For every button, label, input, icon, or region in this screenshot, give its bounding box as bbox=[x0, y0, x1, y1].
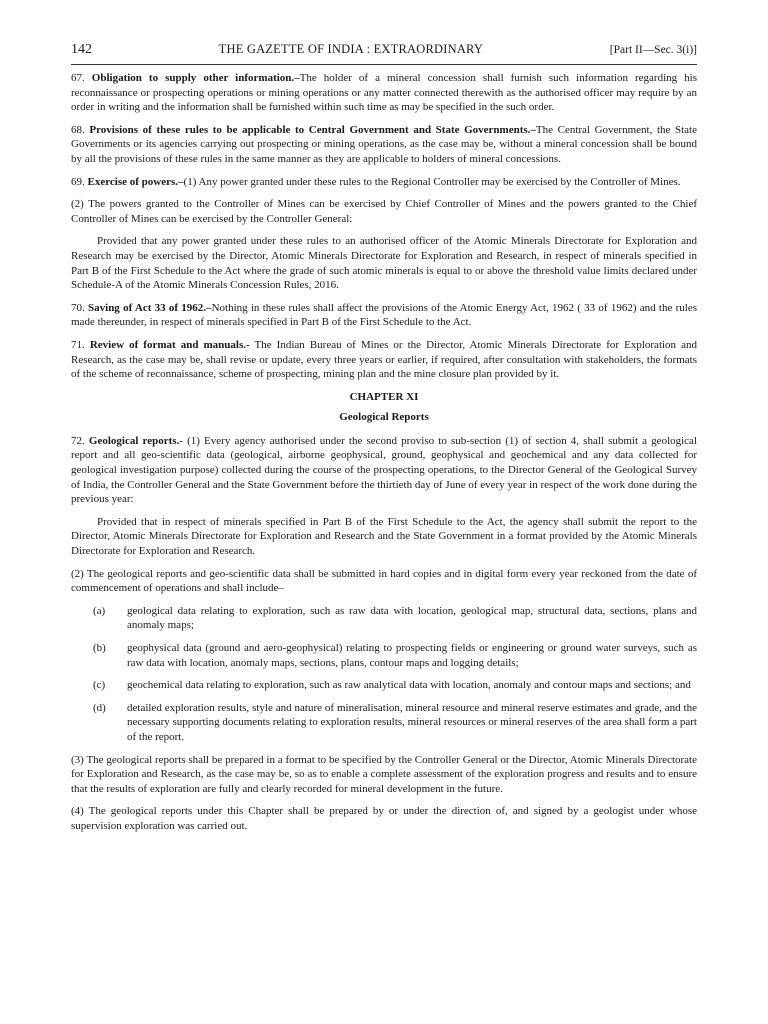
rule-69-proviso: Provided that any power granted under these rules to an authorised officer of the Atomic Minerals Directorate for Exploration and Research may be exercised by the Director, Atomic Minerals Directorate for Exploration and Research, in respect of minerals specified in Part B of the First Schedule to the Act where the grade of such atomic minerals is equal to or above the threshold value limits declared under Schedule-A of the Atomic Minerals Concession Rules, 2016. bbox=[71, 235, 697, 292]
rule-text: The Indian Bureau of Mines or the Director, Atomic Minerals Directorate for Exploration and Research, as the case may be, shall revise or update, every three years or earlier, if required, after consultation with stakeholders, the formats of the scheme of reconnaissance, scheme of prospecting, mining plan and the mine closure plan provided by it. bbox=[71, 338, 697, 381]
rule-70 bbox=[71, 301, 697, 330]
rule-heading: Obligation to supply other information.– bbox=[91, 72, 300, 84]
gazette-title: THE GAZETTE OF INDIA : EXTRAORDINARY bbox=[218, 42, 484, 56]
item-marker: (a) bbox=[93, 604, 106, 617]
item-text: geochemical data relating to exploration, such as raw analytical data with location, anomaly and contour maps and sections; and bbox=[127, 679, 691, 692]
rule-71 bbox=[71, 338, 697, 382]
chapter-title: CHAPTER XI bbox=[349, 390, 419, 403]
list-item bbox=[71, 604, 697, 633]
rule-text: The holder of a mineral concession shall furnish such information regarding his reconnaissance or prospecting operations or mining operations or any matter connected therewith as the authorised officer may require by an order in writing and the information shall be furnished within such time as may be specified in the such order. bbox=[71, 72, 697, 114]
item-text: detailed exploration results, style and nature of mineralisation, mineral resource and mineral reserve estimates and grade, and the necessary supporting documents relating to exploration results, mineral resources or mineral reserves of the area shall form a part of the report. bbox=[127, 701, 697, 743]
rule-text: (1) Every agency authorised under the second proviso to sub-section (1) of section 4, shall submit a geological report and all geo-scientific data (geological, airborne geophysical, ground, geophysical and geochemical and any data collected for geological investigation purpose) collected during the course of the prospecting operations, to the Director General of the Geological Survey of India, the Controller General and the State Government before the thirtieth day of June of every year in respect of the work done during the previous year: bbox=[71, 434, 697, 506]
rule-number: 68. bbox=[71, 123, 85, 136]
rule-number: 67. bbox=[71, 72, 85, 84]
part-section: [Part II—Sec. 3(i)] bbox=[609, 44, 697, 56]
rule-72-subrule-3: (3) The geological reports shall be prepared in a format to be specified by the Controller General or the Director, Atomic Minerals Directorate for Exploration and Research, as the case may be, so as to enable a complete assessment of the exploration progress and results and to ensure that the results of exploration are fully and clearly recorded for mineral development in the future. bbox=[71, 753, 697, 795]
rule-heading: Geological reports.- bbox=[88, 434, 183, 447]
item-marker: (c) bbox=[93, 679, 106, 692]
rule-number: 70. bbox=[71, 301, 85, 314]
rule-number: 72. bbox=[71, 434, 85, 447]
rule-text: Nothing in these rules shall affect the provisions of the Atomic Energy Act, 1962 ( 33 of 1962) and the rules made thereunder, in respect of minerals specified in Part B of the First Schedule to the Act. bbox=[71, 301, 697, 329]
rule-69-subrule-2: (2) The powers granted to the Controller of Mines can be exercised by Chief Controller of Mines and the powers granted to the Chief Controller of Mines can be exercised by the Controller General: bbox=[71, 198, 697, 225]
rule-heading: Review of format and manuals.- bbox=[89, 338, 250, 351]
list-item bbox=[71, 641, 697, 670]
item-marker: (b) bbox=[93, 642, 106, 654]
rule-72-subrule-4: (4) The geological reports under this Chapter shall be prepared by or under the direction of, and signed by a geologist under whose supervision exploration was carried out. bbox=[71, 805, 697, 832]
rule-72-subrule-2: (2) The geological reports and geo-scientific data shall be submitted in hard copies and in digital form every year reckoned from the date of commencement of operations and shall include– bbox=[71, 567, 697, 595]
rule-heading: Exercise of powers.– bbox=[87, 175, 184, 188]
list-item bbox=[71, 678, 697, 693]
rule-number: 69. bbox=[71, 175, 85, 188]
rule-number: 71. bbox=[71, 338, 85, 351]
rule-67 bbox=[71, 71, 697, 115]
item-text: geological data relating to exploration, such as raw data with location, geological map, structural data, sections, plans and anomaly maps; bbox=[127, 604, 697, 632]
rule-text: (1) Any power granted under these rules to the Regional Controller may be exercised by the Controller of Mines. bbox=[183, 175, 681, 188]
chapter-subtitle: Geological Reports bbox=[339, 411, 429, 424]
rule-72-item-list bbox=[71, 604, 697, 745]
rule-68 bbox=[71, 123, 697, 167]
rule-69 bbox=[71, 175, 697, 190]
item-text: geophysical data (ground and aero-geophysical) relating to prospecting fields or engineering or ground water surveys, such as raw data with location, anomaly maps, sections, plans, contour maps and logging details; bbox=[127, 642, 697, 669]
item-marker: (d) bbox=[93, 701, 106, 714]
rule-heading: Provisions of these rules to be applicable to Central Government and State Governments.– bbox=[89, 123, 536, 136]
list-item bbox=[71, 701, 697, 745]
rule-text: The Central Government, the State Governments or its agencies carrying out prospecting or mining operations, as the case may be, without a mineral concession shall be bound by all the provisions of these rules in the same manner as they are applicable to holders of mineral concessions. bbox=[71, 123, 698, 165]
rule-72-proviso: Provided that in respect of minerals specified in Part B of the First Schedule to the Act, the agency shall submit the report to the Director, Atomic Minerals Directorate for Exploration and Research and the State Government in a format provided by the Atomic Minerals Directorate for Exploration and Research. bbox=[71, 515, 697, 558]
page-number: 142 bbox=[71, 42, 92, 57]
rule-72 bbox=[71, 434, 697, 507]
rule-heading: Saving of Act 33 of 1962.– bbox=[88, 301, 212, 314]
page-header bbox=[71, 42, 697, 65]
